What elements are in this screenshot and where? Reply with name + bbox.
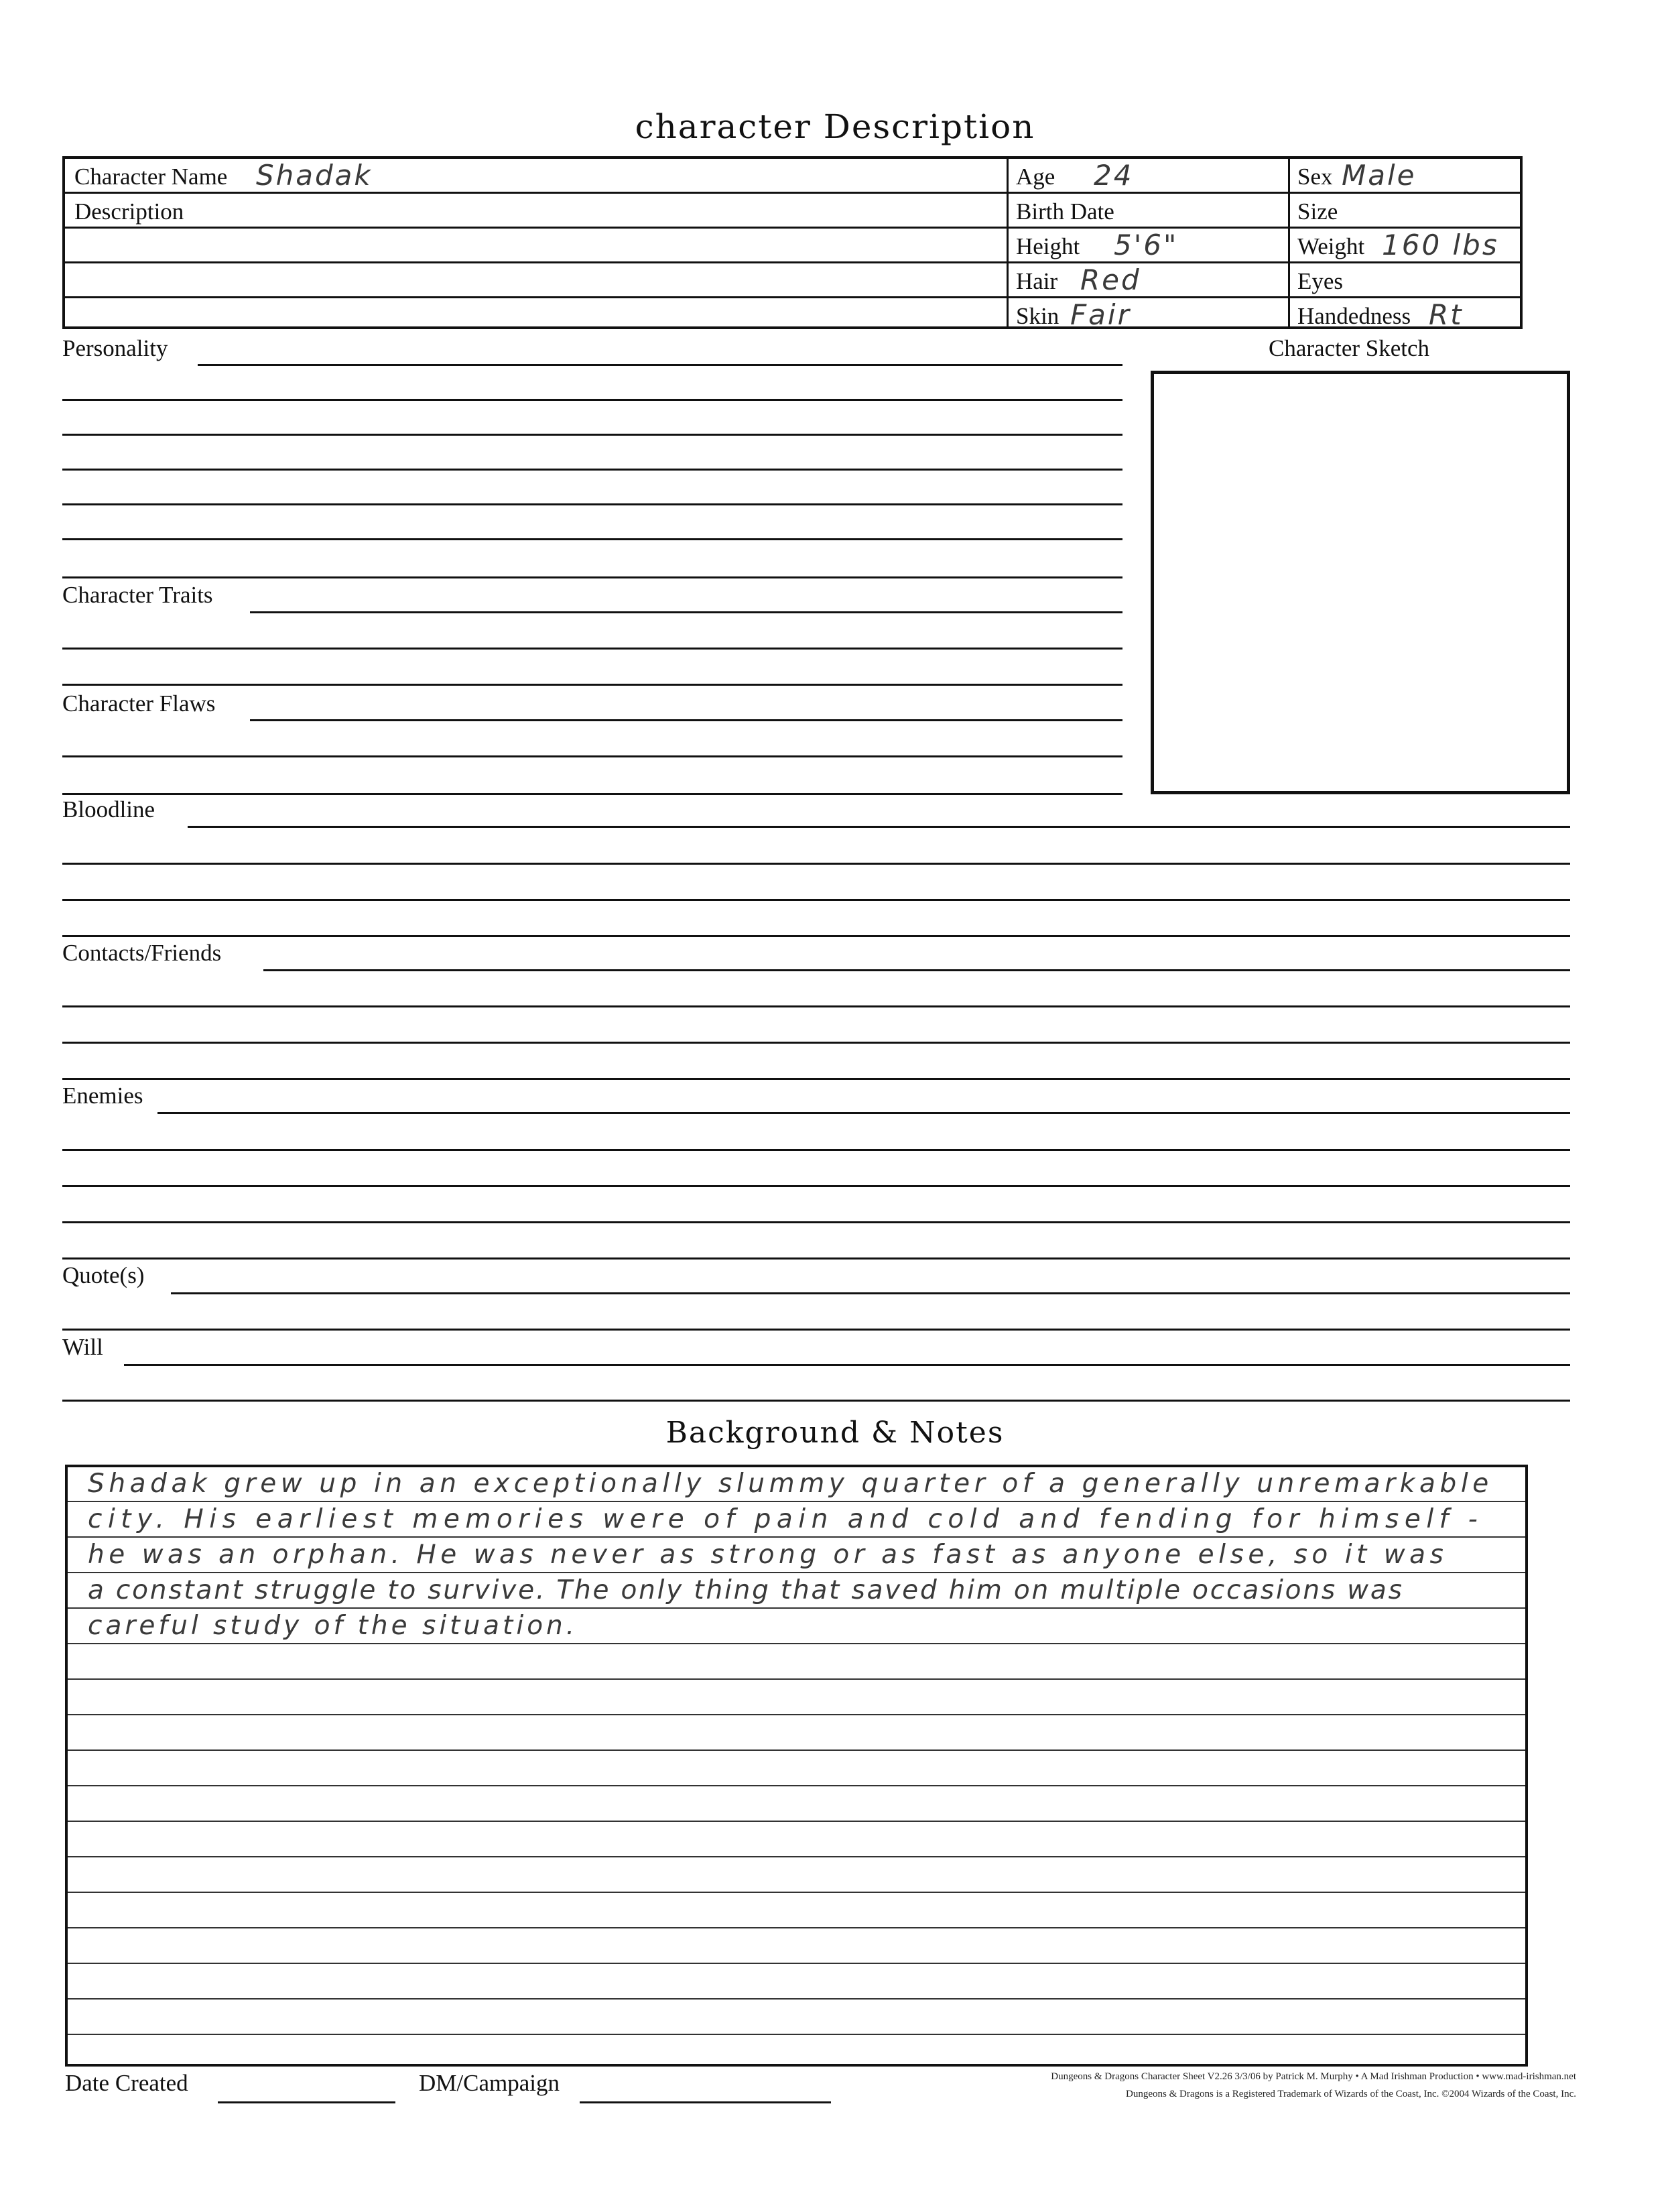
personality-line[interactable] (198, 364, 1122, 366)
notes-line (68, 2034, 1525, 2035)
personality-label: Personality (62, 335, 168, 361)
date-created-line[interactable] (218, 2101, 395, 2103)
background-text-line: careful study of the situation. (88, 1611, 578, 1641)
notes-line (68, 1963, 1525, 1964)
character-name-value: Shadak (256, 159, 373, 192)
bloodline-line[interactable] (188, 826, 1570, 828)
notes-line (68, 1536, 1525, 1538)
will-label: Will (62, 1334, 103, 1360)
character-traits-label: Character Traits (62, 582, 213, 608)
height-label: Height (1016, 233, 1080, 259)
character-flaws-label: Character Flaws (62, 690, 216, 717)
background-text-line: city. His earliest memories were of pain and cold and fending for himself - (88, 1504, 1484, 1534)
contacts-friends-line[interactable] (263, 969, 1570, 971)
description-line[interactable] (65, 229, 1007, 263)
size-label: Size (1297, 198, 1338, 225)
will-line[interactable] (62, 1400, 1570, 1402)
sex-label: Sex (1297, 164, 1333, 190)
character-flaws-line[interactable] (250, 719, 1122, 721)
age-value: 24 (1094, 159, 1134, 192)
personality-line[interactable] (62, 576, 1122, 578)
sex-value: Male (1342, 159, 1417, 192)
handedness-value: Rt (1429, 298, 1464, 331)
date-created-label: Date Created (65, 2070, 188, 2096)
character-info-box (62, 156, 1523, 329)
dm-campaign-label: DM/Campaign (419, 2070, 560, 2096)
personality-line[interactable] (62, 434, 1122, 436)
hair-value: Red (1080, 263, 1141, 296)
background-text-line: he was an orphan. He was never as strong or as fast as anyone else, so it was (88, 1540, 1448, 1570)
background-text-line: Shadak grew up in an exceptionally slummy quarter of a generally unremarkable (88, 1469, 1493, 1499)
enemies-line[interactable] (62, 1149, 1570, 1151)
personality-line[interactable] (62, 538, 1122, 540)
sex-field[interactable] (1288, 159, 1520, 194)
notes-line (68, 1749, 1525, 1751)
credit-line: Dungeons & Dragons Character Sheet V2.26 3/3/06 by Patrick M. Murphy • A Mad Irishman Production • www.mad-irishman.net (1051, 2071, 1576, 2082)
contacts-friends-label: Contacts/Friends (62, 940, 222, 966)
will-line[interactable] (124, 1364, 1570, 1366)
notes-line (68, 1678, 1525, 1680)
size-field[interactable] (1288, 194, 1520, 229)
notes-line (68, 1892, 1525, 1893)
height-field[interactable] (1007, 229, 1288, 263)
notes-line (68, 1785, 1525, 1786)
dm-campaign-line[interactable] (580, 2101, 831, 2103)
quotes-line[interactable] (171, 1292, 1570, 1294)
personality-line[interactable] (62, 469, 1122, 471)
character-flaws-line[interactable] (62, 793, 1122, 795)
notes-line (68, 1927, 1525, 1928)
bloodline-line[interactable] (62, 935, 1570, 937)
age-field[interactable] (1007, 159, 1288, 194)
skin-field[interactable] (1007, 298, 1288, 333)
description-line[interactable] (65, 263, 1007, 298)
enemies-label: Enemies (62, 1083, 143, 1109)
height-value: 5'6" (1114, 229, 1179, 261)
eyes-label: Eyes (1297, 268, 1344, 294)
skin-value: Fair (1070, 298, 1131, 331)
eyes-field[interactable] (1288, 263, 1520, 298)
weight-value: 160 lbs (1382, 229, 1499, 261)
personality-line[interactable] (62, 399, 1122, 401)
notes-line (68, 1856, 1525, 1857)
enemies-line[interactable] (62, 1185, 1570, 1187)
quotes-label: Quote(s) (62, 1262, 145, 1288)
bloodline-line[interactable] (62, 863, 1570, 865)
background-notes-box[interactable] (65, 1465, 1528, 2067)
character-traits-line[interactable] (62, 684, 1122, 686)
character-flaws-line[interactable] (62, 755, 1122, 757)
contacts-friends-line[interactable] (62, 1005, 1570, 1007)
notes-line (68, 1714, 1525, 1715)
character-sketch-label: Character Sketch (1269, 335, 1430, 361)
hair-label: Hair (1016, 268, 1058, 294)
age-label: Age (1016, 164, 1055, 190)
character-name-field[interactable] (65, 159, 1007, 194)
weight-label: Weight (1297, 233, 1365, 259)
notes-line (68, 1643, 1525, 1644)
trademark-line: Dungeons & Dragons is a Registered Trademark of Wizards of the Coast, Inc. ©2004 Wizards of the Coast, Inc. (1126, 2089, 1576, 2099)
notes-line (68, 1821, 1525, 1822)
handedness-field[interactable] (1288, 298, 1520, 333)
notes-line (68, 1998, 1525, 2000)
hair-field[interactable] (1007, 263, 1288, 298)
birth-date-label: Birth Date (1016, 198, 1114, 225)
character-name-label: Character Name (74, 164, 228, 190)
weight-field[interactable] (1288, 229, 1520, 263)
description-label: Description (74, 198, 184, 225)
birth-date-field[interactable] (1007, 194, 1288, 229)
personality-line[interactable] (62, 503, 1122, 505)
background-text-line: a constant struggle to survive. The only thing that saved him on multiple occasions was (88, 1575, 1404, 1605)
enemies-line[interactable] (157, 1112, 1570, 1114)
description-field[interactable] (65, 194, 1007, 229)
bloodline-label: Bloodline (62, 796, 155, 822)
character-traits-line[interactable] (62, 648, 1122, 650)
handedness-label: Handedness (1297, 303, 1411, 329)
skin-label: Skin (1016, 303, 1059, 329)
quotes-line[interactable] (62, 1329, 1570, 1331)
enemies-line[interactable] (62, 1221, 1570, 1223)
page-title: character Description (635, 107, 1035, 146)
character-traits-line[interactable] (250, 611, 1122, 613)
notes-line (68, 1501, 1525, 1502)
contacts-friends-line[interactable] (62, 1078, 1570, 1080)
enemies-line[interactable] (62, 1257, 1570, 1259)
notes-line (68, 1607, 1525, 1609)
character-sketch-box[interactable] (1151, 371, 1570, 794)
bloodline-line[interactable] (62, 899, 1570, 901)
background-notes-title: Background & Notes (665, 1416, 1005, 1450)
notes-line (68, 1572, 1525, 1573)
contacts-friends-line[interactable] (62, 1042, 1570, 1044)
